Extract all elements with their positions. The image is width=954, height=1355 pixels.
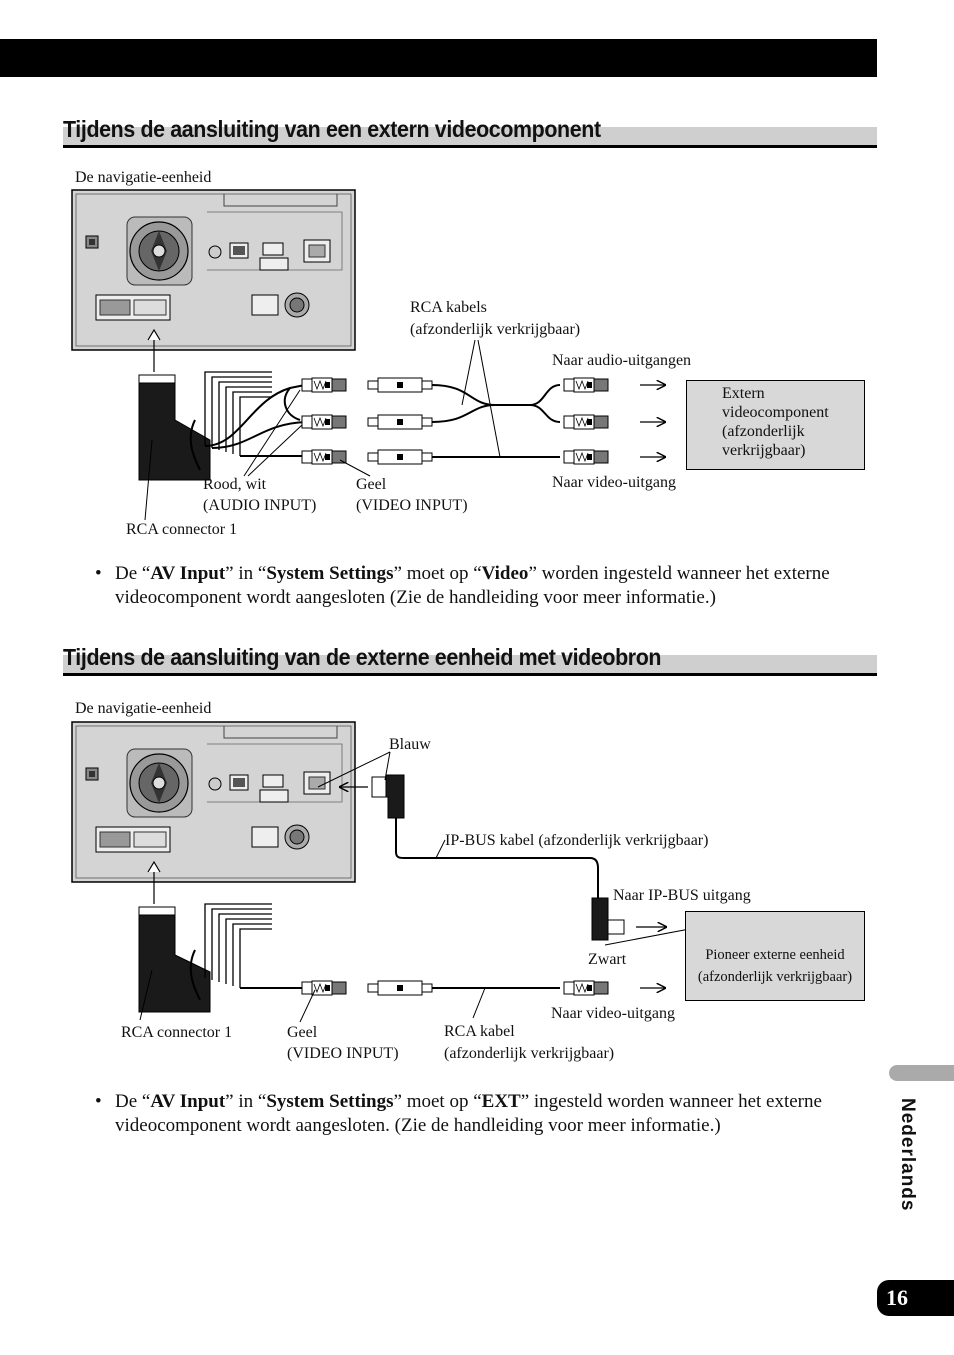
nav-unit-1	[72, 190, 355, 350]
rca-cables-label: RCA kabels	[410, 299, 487, 316]
rca-cable-sub-label: (afzonderlijk verkrijgbaar)	[444, 1045, 615, 1062]
audio-input-label: (AUDIO INPUT)	[203, 497, 317, 514]
video-input-label-2: (VIDEO INPUT)	[287, 1045, 399, 1062]
external-component-label-4: verkrijgbaar)	[722, 442, 806, 459]
language-tab-marker	[889, 1065, 954, 1081]
note-1: • De “AV Input” in “System Settings” moet op “Video” worden ingesteld wanneer het externe videocomponent wordt aangesloten (Zie de handleiding voor meer informatie.)	[95, 563, 830, 608]
red-white-label: Rood, wit	[203, 476, 267, 493]
to-audio-outputs-label: Naar audio-uitgangen	[552, 352, 692, 369]
external-component-label-2: videocomponent	[722, 404, 829, 421]
av-input-term-1: AV Input	[150, 563, 226, 584]
ext-term: EXT	[481, 1091, 521, 1112]
nav-unit-label-2: De navigatie-eenheid	[75, 700, 212, 717]
rca-cables-sub-label: (afzonderlijk verkrijgbaar)	[410, 321, 581, 338]
blue-label: Blauw	[389, 736, 431, 753]
pioneer-unit-box	[685, 911, 865, 1001]
system-settings-term-1: System Settings	[266, 563, 394, 584]
rca-cable-label: RCA kabel	[444, 1023, 515, 1040]
nav-unit-label-1: De navigatie-eenheid	[75, 169, 212, 186]
nav-unit-2	[72, 722, 355, 882]
external-component-label-1: Extern	[722, 385, 765, 402]
rca-connector-label-2: RCA connector 1	[121, 1024, 233, 1041]
pioneer-unit-label-1: Pioneer externe eenheid	[705, 947, 845, 963]
page-number: 16	[877, 1280, 954, 1316]
external-component-label-3: (afzonderlijk	[722, 423, 805, 440]
to-video-output-label-1: Naar video-uitgang	[552, 474, 676, 491]
video-input-label-1: (VIDEO INPUT)	[356, 497, 468, 514]
system-settings-term-2: System Settings	[266, 1091, 394, 1112]
yellow-label-2: Geel	[287, 1024, 318, 1041]
note-2: • De “AV Input” in “System Settings” moet op “EXT” ingesteld worden wanneer het externe videocomponent wordt aangesloten. (Zie de handleiding voor meer informatie.)	[95, 1091, 822, 1136]
section-1-title-text: Tijdens de aansluiting van een extern videocomponent	[63, 116, 601, 142]
to-video-output-label-2: Naar video-uitgang	[551, 1005, 675, 1022]
av-input-term-2: AV Input	[150, 1091, 226, 1112]
section-2-title-text: Tijdens de aansluiting van de externe eenheid met videobron	[63, 644, 662, 670]
pioneer-unit-label-2: (afzonderlijk verkrijgbaar)	[697, 969, 853, 985]
external-component-box	[686, 380, 865, 470]
yellow-label-1: Geel	[356, 476, 387, 493]
black-label: Zwart	[588, 951, 627, 968]
rca-connector-label-1: RCA connector 1	[126, 521, 238, 538]
ipbus-cable-label: IP-BUS kabel (afzonderlijk verkrijgbaar)	[445, 832, 709, 849]
video-term: Video	[481, 563, 529, 584]
language-tab: Nederlands	[897, 1098, 918, 1212]
to-ipbus-output-label: Naar IP-BUS uitgang	[613, 887, 751, 904]
